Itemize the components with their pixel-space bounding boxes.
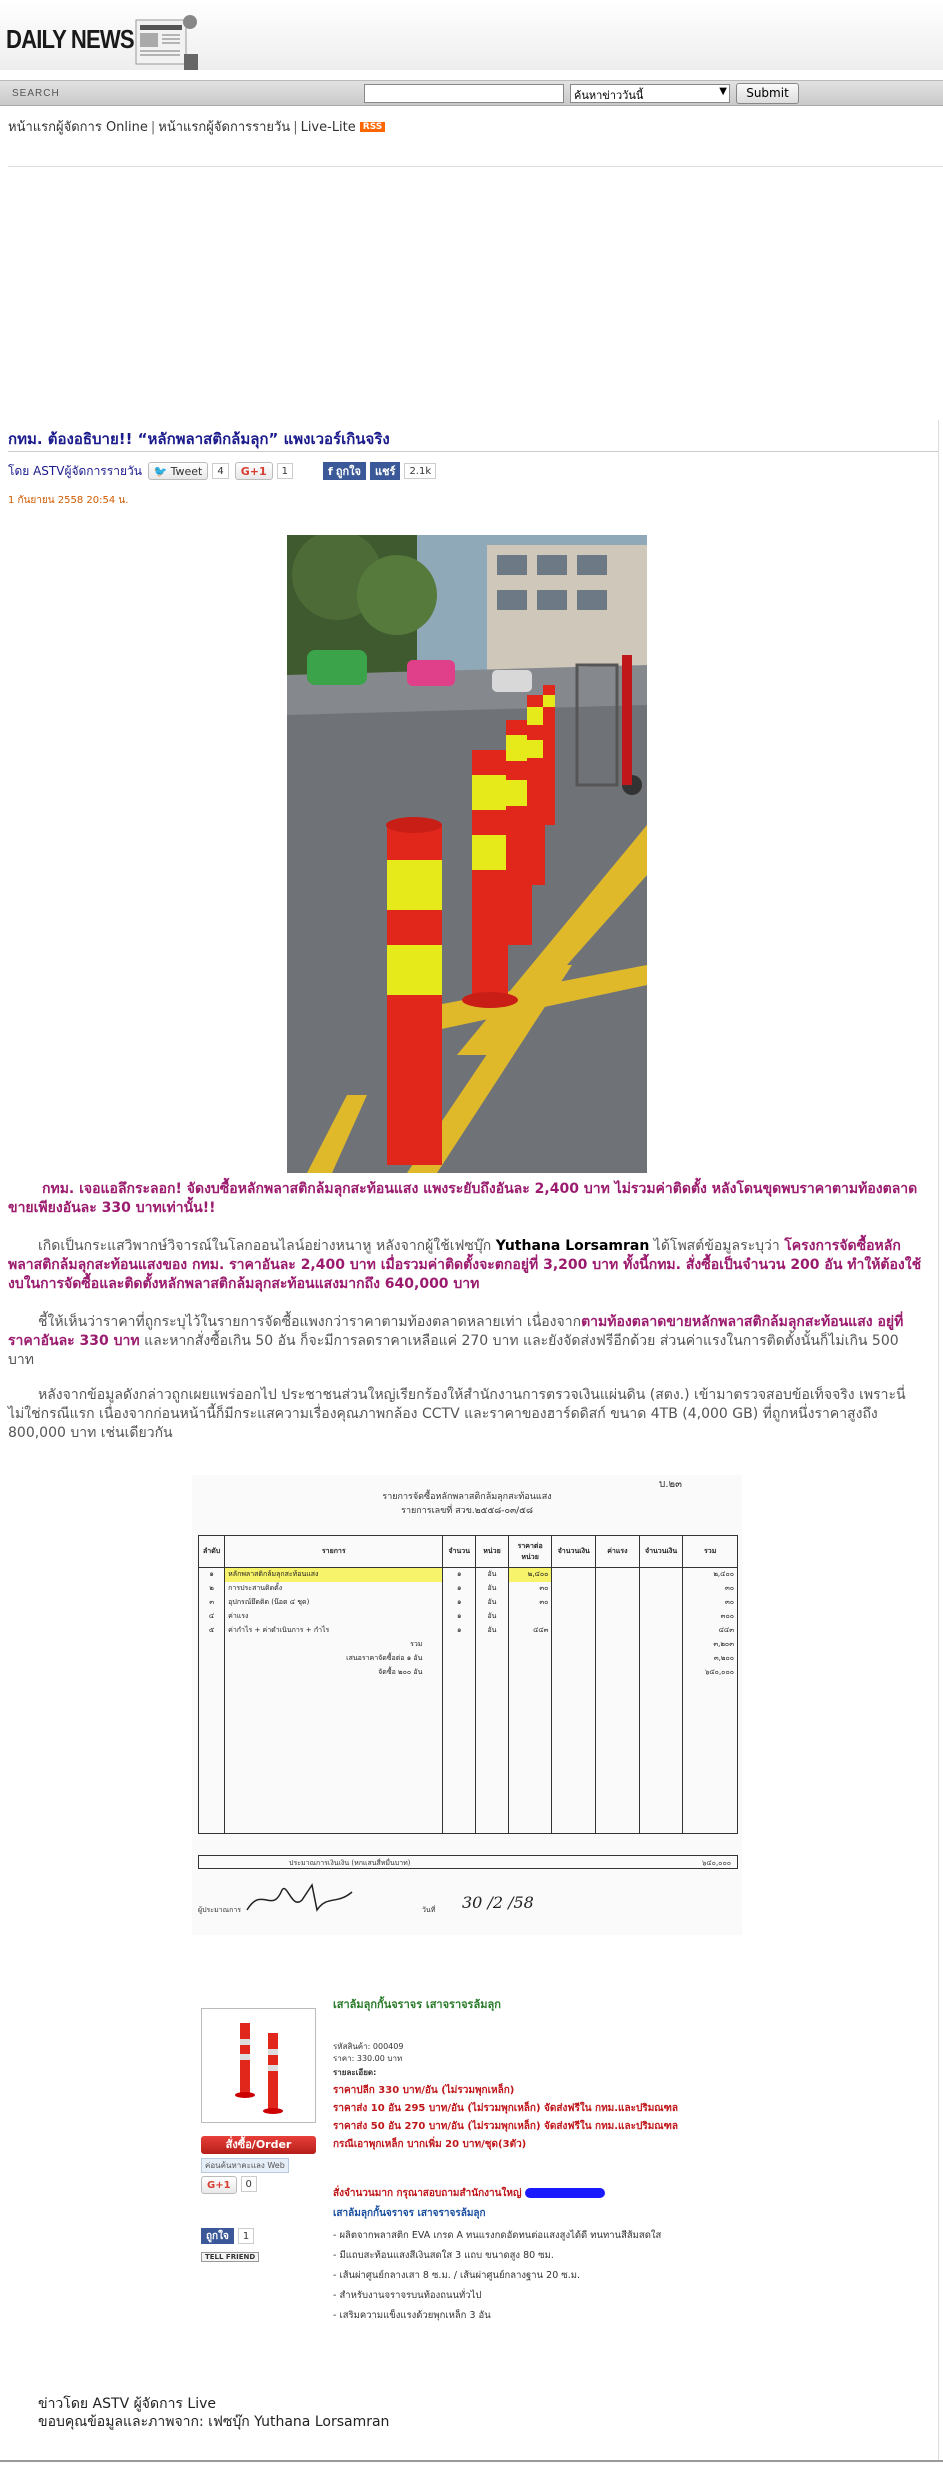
price-line: กรณีเอาพุกเหล็ก บากเพิ่ม 20 บาท/ชุด(3ตัว) (333, 2139, 527, 2150)
doc-table-cell (199, 1736, 225, 1750)
doc-page-no: บ.๒๓ (659, 1479, 682, 1490)
doc-table-cell (199, 1722, 225, 1736)
doc-grand-label: ประมาณการเงินเงิน (หกแสนสี่หมื่นบาท) (289, 1859, 411, 1867)
doc-table-cell (225, 1764, 443, 1778)
doc-table-cell: ๒,๔๐๐ (508, 1568, 552, 1582)
doc-table-cell (683, 1764, 738, 1778)
doc-table-cell (508, 1736, 552, 1750)
doc-table-cell: ๑ (443, 1582, 476, 1596)
doc-table-cell: ๒,๔๐๐ (683, 1568, 738, 1582)
doc-table-cell (552, 1652, 596, 1666)
doc-table-cell: รวม (225, 1638, 443, 1652)
doc-table-cell (596, 1694, 640, 1708)
bollard-product-icon (202, 2009, 315, 2122)
doc-table-cell (199, 1666, 225, 1680)
compare-link[interactable]: ค่อนค้นหาคะแลง Web (201, 2158, 289, 2173)
product-gplus-button[interactable]: G+1 (201, 2176, 237, 2194)
product-title[interactable]: เสาล้มลุกกั้นจราจร เสาจราจรล้มลุก (333, 1998, 501, 2011)
product-gplus-count: 0 (241, 2176, 257, 2192)
doc-col-header: ลำดับ (199, 1536, 225, 1568)
doc-table-row (199, 1568, 738, 1582)
doc-table-cell (508, 1778, 552, 1792)
doc-table-cell (199, 1694, 225, 1708)
doc-empty-row (199, 1764, 738, 1778)
doc-table-cell (476, 1764, 509, 1778)
doc-table-cell: ๓๐๐ (683, 1610, 738, 1624)
doc-table-cell: ๓๐ (508, 1582, 552, 1596)
doc-table-cell (552, 1624, 596, 1638)
doc-table-cell: ๔๔๓ (508, 1624, 552, 1638)
doc-table-row (199, 1582, 738, 1596)
doc-table-cell: ๓ (199, 1596, 225, 1610)
doc-table-cell: ๓๐ (683, 1582, 738, 1596)
doc-col-header: ราคาต่อหน่วย (508, 1536, 552, 1568)
doc-table-cell: อัน (476, 1582, 509, 1596)
doc-heading-2: รายการเลขที่ สวข.๒๕๕๘-๐๓/๕๘ (401, 1506, 533, 1516)
doc-table-cell (683, 1792, 738, 1806)
doc-table-cell (596, 1568, 640, 1582)
doc-table-cell (443, 1750, 476, 1764)
feature-item: - เส้นผ่าศูนย์กลางเสา 8 ซ.ม. / เส้นผ่าศูนย์กลางฐาน 20 ซ.ม. (333, 2270, 581, 2281)
doc-table-cell (199, 1806, 225, 1820)
search-input[interactable] (364, 84, 564, 103)
product-code: รหัสสินค้า: 000409 (333, 2042, 404, 2051)
para1-text-b: ได้โพสต์ข้อมูลระบุว่า (653, 1238, 780, 1254)
doc-table-cell (596, 1680, 640, 1694)
para2-text-b: และหากสั่งซื้อเกิน 50 อัน ก็จะมีการลดราคาเหลือแค่ 270 บาท และยังจัดส่งฟรีอีกด้วย ส่วนค่าแรงในการติดตั้งนั้นก็ไม่เกิน 500 บาท (8, 1333, 899, 1368)
product-subtitle: เสาล้มลุกกั้นจราจร เสาจราจรล้มลุก (333, 2208, 486, 2219)
doc-table-cell (552, 1722, 596, 1736)
doc-table-cell (639, 1638, 683, 1652)
paragraph-2 (8, 1313, 928, 1370)
doc-table-row (199, 1610, 738, 1624)
doc-table-cell (639, 1750, 683, 1764)
doc-empty-row (199, 1722, 738, 1736)
doc-col-header: จำนวนเงิน (552, 1536, 596, 1568)
bollard (386, 817, 442, 1165)
doc-table-cell: หลักพลาสติกล้มลุกสะท้อนแสง (225, 1568, 443, 1582)
doc-table-cell (552, 1666, 596, 1680)
doc-table-cell (683, 1680, 738, 1694)
doc-table-cell (443, 1666, 476, 1680)
lead-highlight: กทม. เจอแอลึกระลอก! จัดงบซื้อหลักพลาสติกล้มลุกสะท้อนแสง แพงระยับถึงอันละ 2,400 บาท ไม่รวมค่าติดตั้ง หลังโดนขุดพบราคาตามท้องตลาด ขายเพียงอันละ 330 บาทเท่านั้น!! (8, 1181, 918, 1216)
doc-empty-row (199, 1708, 738, 1722)
doc-table-cell (639, 1582, 683, 1596)
doc-table-cell: การประสานติดตั้ง (225, 1582, 443, 1596)
bollard (543, 685, 555, 825)
doc-table-cell (552, 1806, 596, 1820)
nav-live-lite[interactable]: Live-Lite (300, 120, 356, 135)
doc-table-cell (508, 1792, 552, 1806)
doc-col-header: ค่าแรง (596, 1536, 640, 1568)
doc-table-cell (225, 1750, 443, 1764)
doc-table-cell (225, 1708, 443, 1722)
doc-table-cell (476, 1652, 509, 1666)
doc-table-cell: ๖๔๐,๐๐๐ (683, 1666, 738, 1680)
doc-table-cell (639, 1624, 683, 1638)
doc-table-cell: เสนอราคาจัดซื้อต่อ ๑ อัน (225, 1652, 443, 1666)
doc-table-cell (225, 1680, 443, 1694)
doc-table-cell (443, 1638, 476, 1652)
product-box (195, 1990, 755, 2355)
doc-table-cell (639, 1736, 683, 1750)
doc-table-cell (225, 1820, 443, 1834)
doc-table (198, 1535, 738, 1834)
submit-button[interactable]: Submit (736, 83, 799, 104)
doc-table-cell (476, 1820, 509, 1834)
divider (8, 166, 943, 167)
tweet-button[interactable] (148, 462, 208, 480)
doc-empty-row (199, 1792, 738, 1806)
handwritten-signature (242, 1880, 372, 1920)
doc-table-cell (476, 1750, 509, 1764)
doc-table-cell (476, 1736, 509, 1750)
doc-table-cell: อัน (476, 1610, 509, 1624)
doc-table-cell (596, 1596, 640, 1610)
doc-table-cell (596, 1708, 640, 1722)
product-gplus (201, 2176, 257, 2194)
doc-table-cell: ๓,๒๐๓ (683, 1638, 738, 1652)
doc-table-cell (596, 1624, 640, 1638)
doc-table-cell (552, 1764, 596, 1778)
doc-empty-row (199, 1778, 738, 1792)
doc-table-cell (683, 1736, 738, 1750)
bottom-divider (0, 2460, 943, 2462)
article-headline: กทม. ต้องอธิบาย!! “หลักพลาสติกล้มลุก” แพงเวอร์เกินจริง (8, 430, 390, 448)
doc-table-cell (683, 1820, 738, 1834)
fb-like-label: ถูกใจ (335, 465, 361, 478)
doc-table-cell (225, 1778, 443, 1792)
doc-grand-value: ๖๔๐,๐๐๐ (701, 1859, 731, 1867)
doc-table-cell (476, 1708, 509, 1722)
doc-table-cell: อัน (476, 1568, 509, 1582)
doc-table-cell (683, 1722, 738, 1736)
doc-table-cell (596, 1750, 640, 1764)
doc-table-cell (508, 1722, 552, 1736)
bollard (527, 695, 545, 885)
doc-table-cell: ๑ (443, 1568, 476, 1582)
doc-table-cell (508, 1610, 552, 1624)
doc-table-cell (596, 1778, 640, 1792)
doc-table-cell (639, 1820, 683, 1834)
product-price-lines (333, 2082, 753, 2154)
doc-table-cell (508, 1652, 552, 1666)
doc-col-header: รวม (683, 1536, 738, 1568)
doc-table-cell: อุปกรณ์ยึดติด (น๊อต ๔ ชุด) (225, 1596, 443, 1610)
feature-item: - เสริมความแข็งแรงด้วยพุกเหล็ก 3 อัน (333, 2310, 491, 2321)
doc-table-cell: ๑ (443, 1610, 476, 1624)
doc-table-cell (199, 1792, 225, 1806)
doc-table-cell (476, 1694, 509, 1708)
doc-table-cell (639, 1722, 683, 1736)
feature-item: - มีแถบสะท้อนแสงสีเงินสดใส 3 แถบ ขนาดสูง 80 ซม. (333, 2250, 554, 2261)
doc-table-cell: ๓,๒๐๐ (683, 1652, 738, 1666)
doc-table-cell (596, 1764, 640, 1778)
feature-item: - สำหรับงานจราจรบนท้องถนนทั่วไป (333, 2290, 482, 2301)
doc-table-cell (199, 1820, 225, 1834)
doc-table-cell: ๑ (199, 1568, 225, 1582)
byline: โดย ASTVผู้จัดการรายวัน (8, 463, 142, 478)
price-line: ราคาส่ง 10 อัน 295 บาท/อัน (ไม่รวมพุกเหล็ก) จัดส่งฟรีใน กทม.และปริมณฑล (333, 2103, 679, 2114)
doc-table-cell: ๔๔๓ (683, 1624, 738, 1638)
tweet-label: Tweet (170, 464, 203, 478)
nav-online-home[interactable]: หน้าแรกผู้จัดการ Online (8, 120, 148, 135)
doc-table-cell (476, 1792, 509, 1806)
doc-heading-1: รายการจัดซื้อหลักพลาสติกล้มลุกสะท้อนแสง (382, 1492, 552, 1502)
doc-table-cell: ๒ (199, 1582, 225, 1596)
fb-like-button[interactable] (323, 462, 366, 480)
product-image[interactable] (201, 2008, 316, 2123)
doc-table-cell (199, 1652, 225, 1666)
doc-table-cell (683, 1708, 738, 1722)
doc-table-cell (508, 1750, 552, 1764)
doc-table-cell (596, 1806, 640, 1820)
nav-daily-home[interactable]: หน้าแรกผู้จัดการรายวัน (158, 120, 291, 135)
doc-table-cell (199, 1778, 225, 1792)
doc-table-cell (443, 1778, 476, 1792)
doc-summary-row (199, 1638, 738, 1652)
lead-paragraph (8, 1180, 928, 1218)
doc-table-cell (443, 1792, 476, 1806)
doc-col-header: หน่วย (476, 1536, 509, 1568)
article-date: 1 กันยายน 2558 20:54 น. (8, 495, 129, 506)
nav-separator: | (150, 120, 156, 135)
newspaper-reader-icon (118, 14, 208, 72)
doc-date-value: 30 /2 /58 (462, 1893, 534, 1912)
doc-table-cell (683, 1778, 738, 1792)
doc-table-cell: อัน (476, 1596, 509, 1610)
doc-table-cell (443, 1680, 476, 1694)
doc-table-cell (552, 1778, 596, 1792)
doc-table-cell: ๓๐ (508, 1596, 552, 1610)
doc-table-cell (199, 1638, 225, 1652)
doc-empty-row (199, 1736, 738, 1750)
doc-table-cell (596, 1820, 640, 1834)
search-label: SEARCH (12, 88, 60, 99)
chevron-down-icon: ▼ (719, 86, 727, 97)
doc-empty-row (199, 1750, 738, 1764)
doc-table-cell (225, 1806, 443, 1820)
doc-table-cell (476, 1680, 509, 1694)
tell-friend-button[interactable]: TELL FRIEND (201, 2252, 259, 2262)
doc-table-cell: จัดซื้อ ๒๐๐ อัน (225, 1666, 443, 1680)
procurement-document-image (192, 1475, 742, 1935)
doc-table-cell (199, 1750, 225, 1764)
twitter-icon: 🐦 (153, 464, 168, 478)
content-border (938, 420, 939, 2460)
para3-text: หลังจากข้อมูลดังกล่าวถูกเผยแพร่ออกไป ประชาชนส่วนใหญ่เรียกร้องให้สำนักงานการตรวจเงินแผ่นดิน (สตง.) เข้ามาตรวจสอบข้อเท็จจริง เพราะนี่ไม่ใช่กรณีแรก เนื่องจากก่อนหน้านี้ก็มีกระแสความเรื่องคุณภาพกล้อง CCTV และราคาของฮาร์ดดิสก์ ขนาด 4TB (4,000 GB) ที่ถูกหนึ่งราคาสูงถึง 800,000 บาท เช่นเดียวกัน (8, 1387, 906, 1441)
doc-table-cell (199, 1708, 225, 1722)
doc-table-cell (225, 1736, 443, 1750)
doc-table-cell (476, 1806, 509, 1820)
para1-author[interactable]: Yuthana Lorsamran (495, 1238, 650, 1254)
doc-table-cell: ๑ (443, 1596, 476, 1610)
product-features (333, 2226, 753, 2326)
doc-col-header: จำนวน (443, 1536, 476, 1568)
doc-empty-row (199, 1694, 738, 1708)
doc-table-cell (508, 1666, 552, 1680)
search-scope-select[interactable] (570, 84, 730, 103)
product-details-label: รายละเอียด: (333, 2068, 377, 2077)
para2-text: ชี้ให้เห็นว่าราคาที่ถูกระบุไว้ในรายการจัดซื้อแพงกว่าราคาตามท้องตลาดหลายเท่า เนื่องจาก (38, 1314, 582, 1330)
doc-table-cell (443, 1806, 476, 1820)
doc-table-cell (552, 1568, 596, 1582)
paragraph-1 (8, 1237, 928, 1294)
footer-credit: ข่าวโดย ASTV ผู้จัดการ Live (38, 2396, 216, 2412)
doc-table-cell (552, 1750, 596, 1764)
doc-table-cell (639, 1610, 683, 1624)
doc-table-cell (508, 1806, 552, 1820)
doc-table-cell (552, 1792, 596, 1806)
footer-thanks: ขอบคุณข้อมูลและภาพจาก: เฟซบุ๊ก Yuthana Lorsamran (38, 2414, 390, 2430)
doc-table-cell (508, 1764, 552, 1778)
doc-table-cell (596, 1736, 640, 1750)
doc-table-cell (683, 1694, 738, 1708)
doc-col-header: จำนวนเงิน (639, 1536, 683, 1568)
redacted-scribble (525, 2188, 605, 2198)
doc-table-cell (683, 1750, 738, 1764)
doc-table-cell (639, 1778, 683, 1792)
doc-table-cell (443, 1722, 476, 1736)
doc-summary-row (199, 1666, 738, 1680)
byline-row (8, 461, 436, 481)
doc-table-cell: ๑ (443, 1624, 476, 1638)
doc-table-cell (596, 1610, 640, 1624)
doc-table-cell (443, 1652, 476, 1666)
doc-table-row (199, 1596, 738, 1610)
feature-item: - ผลิตจากพลาสติก EVA เกรด A ทนแรงกดอัดทนต่อแสงสูงได้ดี ทนทานสีส้มสดใส (333, 2230, 662, 2241)
doc-table-cell (683, 1806, 738, 1820)
doc-table-cell (443, 1820, 476, 1834)
doc-table-cell (552, 1638, 596, 1652)
doc-table-cell (596, 1638, 640, 1652)
doc-table-cell (596, 1652, 640, 1666)
doc-table-cell (225, 1792, 443, 1806)
doc-table-cell (508, 1708, 552, 1722)
doc-table-cell (508, 1694, 552, 1708)
doc-table-cell: ค่าแรง (225, 1610, 443, 1624)
product-fb-like[interactable]: ถูกใจ (201, 2228, 234, 2244)
doc-table-cell (639, 1694, 683, 1708)
doc-table-cell (443, 1708, 476, 1722)
doc-table-cell (225, 1722, 443, 1736)
para1-text: เกิดเป็นกระแสวิพากษ์วิจารณ์ในโลกออนไลน์อย่างหนาหู หลังจากผู้ใช้เฟซบุ๊ก (38, 1238, 492, 1254)
doc-table-cell (639, 1596, 683, 1610)
rss-icon[interactable]: RSS (360, 122, 386, 132)
doc-table-cell (639, 1708, 683, 1722)
doc-sign-label: ผู้ประมาณการ (198, 1906, 242, 1914)
product-contact-text: สั่งจำนวนมาก กรุณาสอบถามสำนักงานใหญ่ (333, 2188, 522, 2199)
bollards-illustration (287, 535, 647, 1173)
site-logo[interactable]: DAILY NEWS (6, 24, 134, 54)
search-bar (0, 80, 943, 106)
doc-table-cell (443, 1764, 476, 1778)
doc-table-cell (476, 1778, 509, 1792)
doc-col-header: รายการ (225, 1536, 443, 1568)
doc-table-cell (199, 1764, 225, 1778)
doc-table-cell: ๓๐ (683, 1596, 738, 1610)
doc-table-cell (476, 1638, 509, 1652)
doc-table-cell (552, 1708, 596, 1722)
product-contact (333, 2186, 605, 2201)
doc-table-cell (199, 1680, 225, 1694)
gplus-count: 1 (277, 463, 293, 479)
doc-table-cell (552, 1680, 596, 1694)
doc-table-cell: ๔ (199, 1610, 225, 1624)
doc-table-cell (596, 1792, 640, 1806)
doc-table-cell: อัน (476, 1624, 509, 1638)
doc-empty-row (199, 1806, 738, 1820)
doc-table-cell: ๕ (199, 1624, 225, 1638)
doc-table-cell: ค่ากำไร + ค่าดำเนินการ + กำไร (225, 1624, 443, 1638)
doc-table-cell (476, 1722, 509, 1736)
doc-table-cell (225, 1694, 443, 1708)
doc-table-cell (596, 1582, 640, 1596)
doc-table-cell (476, 1666, 509, 1680)
divider (8, 451, 938, 452)
doc-date-label: วันที่ (422, 1906, 436, 1914)
doc-table-cell (639, 1764, 683, 1778)
doc-empty-row (199, 1680, 738, 1694)
doc-table-cell (639, 1568, 683, 1582)
price-line: ราคาปลีก 330 บาท/อัน (ไม่รวมพุกเหล็ก) (333, 2085, 515, 2096)
price-line: ราคาส่ง 50 อัน 270 บาท/อัน (ไม่รวมพุกเหล็ก) จัดส่งฟรีใน กทม.และปริมณฑล (333, 2121, 679, 2132)
fb-count: 2.1k (404, 463, 436, 479)
doc-table-cell (639, 1652, 683, 1666)
doc-table-cell (443, 1694, 476, 1708)
gplus-button[interactable]: G+1 (235, 462, 273, 480)
doc-table-cell (639, 1680, 683, 1694)
doc-table-cell (508, 1638, 552, 1652)
tweet-count: 4 (212, 463, 228, 479)
fb-share-button[interactable]: แชร์ (370, 462, 400, 480)
doc-table-row (199, 1624, 738, 1638)
doc-table-cell (508, 1680, 552, 1694)
doc-table-cell (443, 1736, 476, 1750)
doc-table-cell (639, 1666, 683, 1680)
doc-table-cell (552, 1820, 596, 1834)
doc-summary-row (199, 1652, 738, 1666)
product-price: ราคา: 330.00 บาท (333, 2054, 403, 2063)
product-fb-count: 1 (238, 2228, 254, 2244)
doc-table-cell (596, 1722, 640, 1736)
search-scope-value: ค้นหาข่าววันนี้ (574, 89, 644, 102)
doc-table-cell (508, 1820, 552, 1834)
article-photo-bollards (287, 535, 647, 1173)
doc-grand-row (198, 1855, 738, 1869)
doc-table-cell (639, 1792, 683, 1806)
paragraph-3 (8, 1386, 928, 1443)
doc-table-cell (596, 1666, 640, 1680)
top-nav (8, 116, 385, 137)
para2-highlight: ตามท้องตลาดขายหลักพลาสติกล้มลุกสะท้อนแสง อยู่ที่ราคาอันละ 330 บาท (8, 1314, 904, 1349)
para1-highlight: โครงการจัดซื้อหลักพลาสติกล้มลุกสะท้อนแสงของ กทม. ราคาอันละ 2,400 บาท เมื่อรวมค่าติดตั้งจะตกอยู่ที่ 3,200 บาท ทั้งนี้กทม. สั่งซื้อเป็นจำนวน 200 อัน ทำให้ต้องใช้งบในการจัดซื้อและติดตั้งหลักพลาสติกล้มลุกสะท้อนแสงมากถึง 640,000 บาท (8, 1238, 922, 1292)
nav-separator: | (293, 120, 298, 135)
masthead (0, 0, 943, 70)
doc-table-cell (552, 1694, 596, 1708)
doc-table-cell (552, 1596, 596, 1610)
facebook-icon: f (328, 464, 333, 478)
doc-table-cell (552, 1610, 596, 1624)
product-fb (201, 2228, 254, 2244)
doc-table-cell (552, 1736, 596, 1750)
doc-table-cell (639, 1806, 683, 1820)
doc-table-cell (552, 1582, 596, 1596)
order-button[interactable]: สั่งซื้อ/Order (201, 2136, 316, 2154)
doc-empty-row (199, 1820, 738, 1834)
